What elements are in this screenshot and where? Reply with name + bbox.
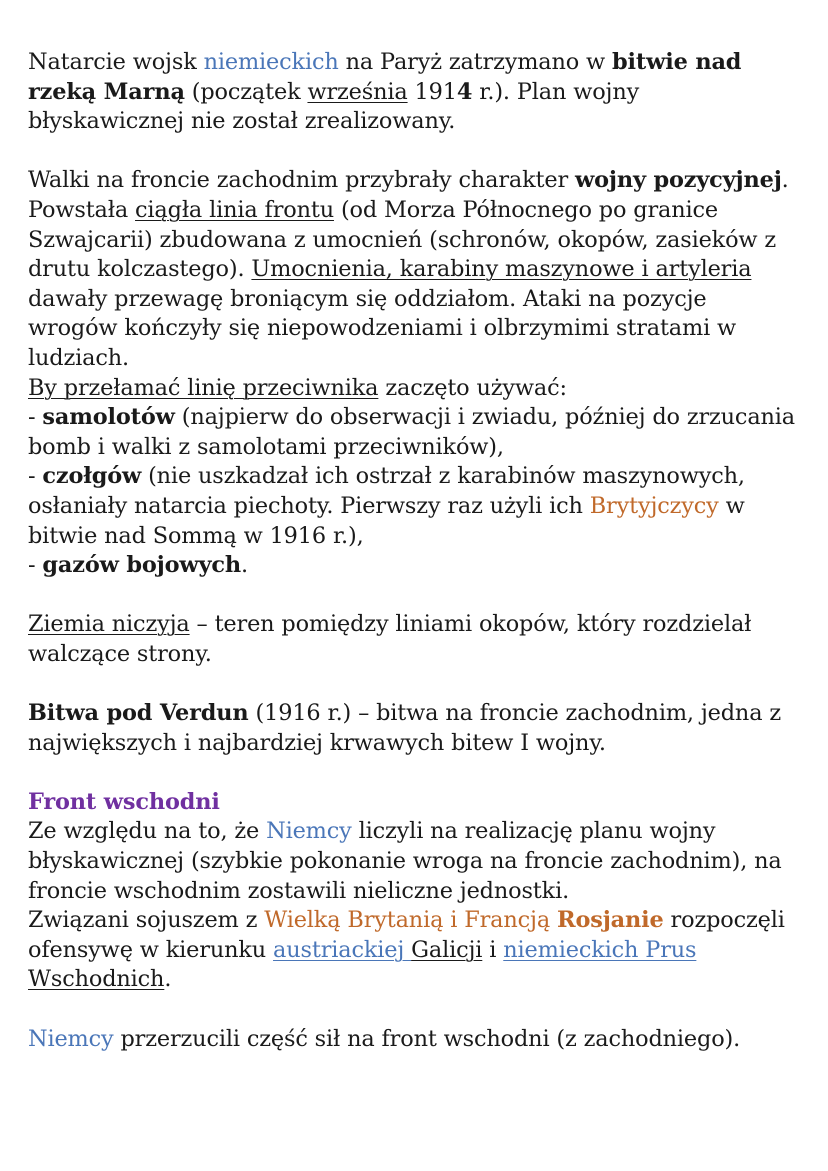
term-umocnienia: Umocnienia, karabiny maszynowe i artyleria xyxy=(251,256,752,283)
paragraph-linia-frontu: Powstała ciągła linia frontu (od Morza Północnego po granice Szwajcarii) zbudowana z umocnień (schronów, okopów, zasieków z drutu kolczastego). Umocnienia, karabiny maszynowe i artyleria dawały przewagę broniącym się oddziałom. Ataki na pozycje wrogów kończyły się niepowodzeniami i olbrzymimi stratami w ludziach. xyxy=(28,196,777,371)
term-samolotow: samolotów xyxy=(42,404,175,431)
paragraph-gap xyxy=(28,137,798,167)
term-brytyjczycy: Brytyjczycy xyxy=(589,492,719,519)
term-niemcy: Niemcy xyxy=(266,818,352,845)
term-niemieckich-prus: niemieckich Prus xyxy=(503,936,697,963)
paragraph-rosjanie: Związani sojuszem z Wielką Brytanią i Francją Rosjanie rozpoczęli ofensywę w kierunku austriackiej Galicji i niemieckich Prus Wschodnich. xyxy=(28,907,785,993)
paragraph-niemcy-plan: Ze względu na to, że Niemcy liczyli na realizację planu wojny błyskawicznej (szybkie pokonanie wroga na froncie zachodnim), na froncie wschodnim zostawili nieliczne jednostki. xyxy=(28,818,782,904)
term-ciagla-linia-frontu: ciągła linia frontu xyxy=(135,196,334,223)
paragraph-przerzucenie-sil: Niemcy przerzucili część sił na front wschodni (z zachodniego). xyxy=(28,1025,741,1052)
paragraph-wojna-pozycyjna: Walki na froncie zachodnim przybrały charakter wojny pozycyjnej. xyxy=(28,167,789,194)
term-bitwa-nad-marna: bitwie nad rzeką Marną xyxy=(28,49,742,105)
term-wielka-brytania-francja: Wielką Brytanią i Francją xyxy=(264,907,551,934)
paragraph-verdun: Bitwa pod Verdun (1916 r.) – bitwa na froncie zachodnim, jedna z największych i najbardziej krwawych bitew I wojny. xyxy=(28,700,782,756)
paragraph-gap xyxy=(28,995,798,1025)
term-czolgow: czołgów xyxy=(42,463,142,490)
paragraph-ziemia-niczyja: Ziemia niczyja – teren pomiędzy liniami okopów, który rozdzielał walczące strony. xyxy=(28,611,752,667)
paragraph-przelamanie: By przełamać linię przeciwnika zaczęto używać: xyxy=(28,374,567,401)
paragraph-gap xyxy=(28,669,798,699)
term-wrzesnia: września xyxy=(307,78,408,105)
paragraph-gap xyxy=(28,581,798,611)
paragraph-gap xyxy=(28,758,798,788)
term-bitwa-pod-verdun: Bitwa pod Verdun xyxy=(28,700,249,727)
term-austriackiej: austriackiej xyxy=(273,936,412,963)
term-wschodnich: Wschodnich xyxy=(28,966,165,993)
term-ziemia-niczyja: Ziemia niczyja xyxy=(28,611,190,638)
term-rosjanie: Rosjanie xyxy=(557,907,664,934)
term-wojna-pozycyjna: wojny pozycyjnej xyxy=(574,167,782,194)
list-item-czolgi: - czołgów (nie uszkadzał ich ostrzał z karabinów maszynowych, osłaniały natarcia piechoty. Pierwszy raz użyli ich Brytyjczycy w bitwie nad Sommą w 1916 r.), xyxy=(28,463,745,549)
paragraph-marne: Natarcie wojsk niemieckich na Paryż zatrzymano w bitwie nad rzeką Marną (początek września 1914 r.). Plan wojny błyskawicznej nie został zrealizowany. xyxy=(28,49,742,135)
term-galicji: Galicji xyxy=(411,936,483,963)
list-item-gazy: - gazów bojowych. xyxy=(28,552,248,579)
term-niemcy-2: Niemcy xyxy=(28,1025,114,1052)
section-heading-front-wschodni: Front wschodni xyxy=(28,788,220,815)
term-niemieckich: niemieckich xyxy=(203,49,339,75)
list-item-samoloty: - samolotów (najpierw do obserwacji i zwiadu, później do zrzucania bomb i walki z samolotami przeciwników), xyxy=(28,404,796,460)
term-przelamac-linie: By przełamać linię przeciwnika xyxy=(28,374,379,401)
term-gazow-bojowych: gazów bojowych xyxy=(42,552,241,579)
